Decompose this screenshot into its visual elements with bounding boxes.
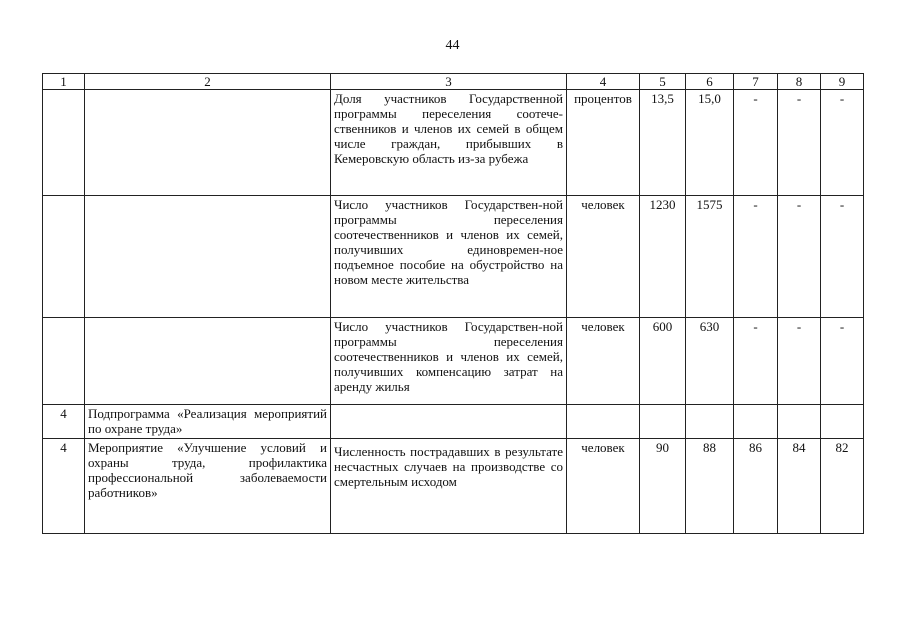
row-number-cell: 4 <box>43 405 85 439</box>
unit-cell <box>567 405 640 439</box>
header-cell: 4 <box>567 74 640 90</box>
value-cell: 82 <box>821 439 864 534</box>
value-cell: - <box>778 90 821 196</box>
row-number-cell <box>43 90 85 196</box>
value-cell: - <box>734 318 778 405</box>
table-row <box>43 439 864 534</box>
row-number-cell <box>43 318 85 405</box>
value-cell: - <box>734 90 778 196</box>
value-cell: - <box>734 196 778 318</box>
header-row <box>43 74 864 90</box>
value-cell <box>821 405 864 439</box>
row-number-cell <box>43 196 85 318</box>
row-number-cell: 4 <box>43 439 85 534</box>
header-cell: 5 <box>640 74 686 90</box>
program-cell <box>85 90 331 196</box>
table-row <box>43 318 864 405</box>
table-row <box>43 90 864 196</box>
value-cell: 88 <box>686 439 734 534</box>
unit-cell: человек <box>567 196 640 318</box>
value-cell <box>640 405 686 439</box>
indicator-cell: Число участников Государствен-ной программы переселения соотечественников и членов их семей, получивших единовремен-ное подъемное пособие на обустройство на новом месте жительства <box>331 196 567 318</box>
indicators-table <box>42 73 864 534</box>
value-cell <box>778 405 821 439</box>
page-number: 44 <box>445 38 460 53</box>
value-cell: 90 <box>640 439 686 534</box>
value-cell: 84 <box>778 439 821 534</box>
value-cell <box>734 405 778 439</box>
header-cell: 1 <box>43 74 85 90</box>
program-cell <box>85 196 331 318</box>
value-cell: - <box>821 318 864 405</box>
value-cell: 13,5 <box>640 90 686 196</box>
unit-cell: человек <box>567 318 640 405</box>
table-row <box>43 196 864 318</box>
program-cell <box>85 318 331 405</box>
unit-cell: процентов <box>567 90 640 196</box>
header-cell: 7 <box>734 74 778 90</box>
value-cell <box>686 405 734 439</box>
value-cell: 1575 <box>686 196 734 318</box>
header-cell: 6 <box>686 74 734 90</box>
value-cell: 630 <box>686 318 734 405</box>
value-cell: - <box>821 90 864 196</box>
value-cell: 15,0 <box>686 90 734 196</box>
subprogram-cell: Подпрограмма «Реализация мероприятий по охране труда» <box>85 405 331 439</box>
value-cell: 600 <box>640 318 686 405</box>
value-cell: - <box>778 196 821 318</box>
table-row <box>43 405 864 439</box>
indicator-cell: Число участников Государствен-ной программы переселения соотечественников и членов их семей, получивших компенсацию затрат на аренду жилья <box>331 318 567 405</box>
header-cell: 3 <box>331 74 567 90</box>
header-cell: 9 <box>821 74 864 90</box>
value-cell: - <box>821 196 864 318</box>
header-cell: 8 <box>778 74 821 90</box>
value-cell: 1230 <box>640 196 686 318</box>
indicator-cell: Доля участников Государственной программы переселения соотече-ственников и членов их семей в общем числе граждан, прибывших в Кемеровскую область из-за рубежа <box>331 90 567 196</box>
indicator-cell <box>331 405 567 439</box>
measure-cell: Мероприятие «Улучшение условий и охраны труда, профилактика профессиональной заболеваемости работников» <box>85 439 331 534</box>
header-cell: 2 <box>85 74 331 90</box>
value-cell: - <box>778 318 821 405</box>
value-cell: 86 <box>734 439 778 534</box>
unit-cell: человек <box>567 439 640 534</box>
indicator-cell: Численность пострадавших в результате несчастных случаев на производстве со смертельным исходом <box>331 439 567 534</box>
